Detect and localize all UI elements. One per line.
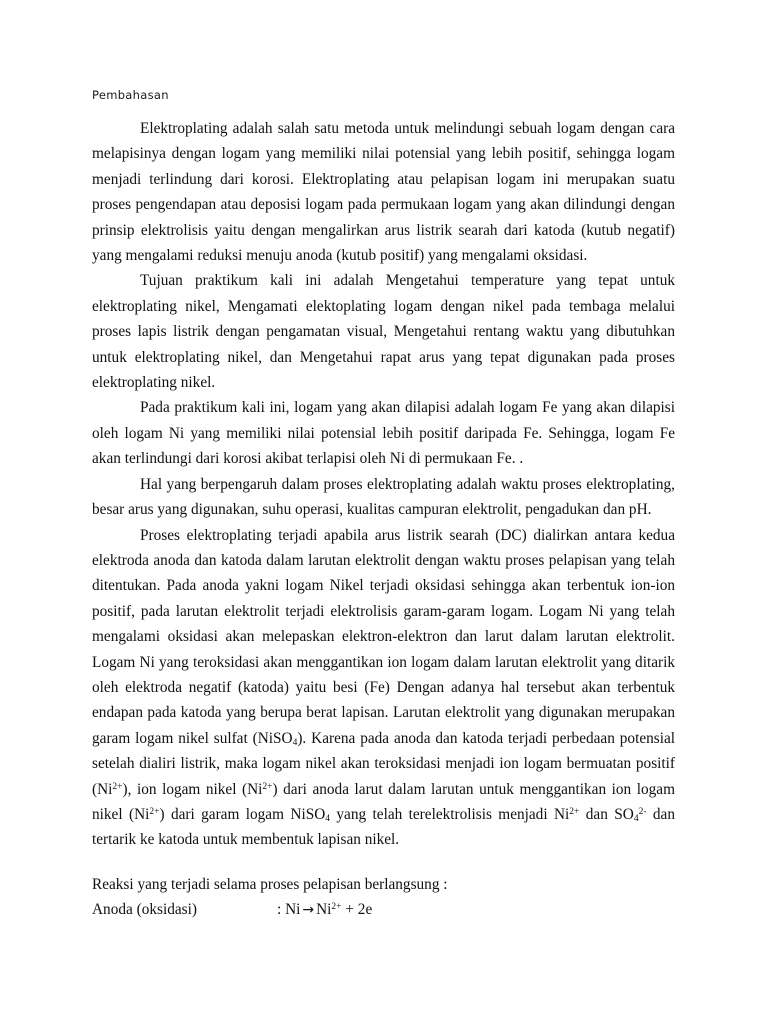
p5-text-8: dan tertarik ke katoda untuk membentuk lapisan nikel. [92,805,675,849]
p5-superscript-5: 2- [638,806,647,817]
section-heading: Pembahasan [92,88,169,102]
paragraph-5 [92,523,675,853]
reaction-rhs-superscript: 2+ [331,902,342,912]
p5-superscript-1: 2+ [112,781,123,792]
p5-superscript-2: 2+ [262,781,273,792]
reaction-arrow-icon: → [302,902,315,918]
paragraph-3: Pada praktikum kali ini, logam yang akan dilapisi adalah logam Fe yang akan dilapisi oleh logam Ni yang memiliki nilai potensial lebih positif daripada Fe. Sehingga, logam Fe akan terlindungi dari korosi akibat terlapisi oleh Ni di permukaan Fe. . [92,399,675,468]
p5-subscript-3: 4 [633,813,639,824]
p5-text-3: ), ion logam nikel (Ni [122,780,263,798]
paragraph-1: Elektroplating adalah salah satu metoda untuk melindungi sebuah logam dengan cara melapisinya dengan logam yang memiliki nilai potensial yang lebih positif, sehingga logam menjadi terlindung dari korosi. Elektroplating atau pelapisan logam ini merupakan suatu proses pengendapan atau deposisi logam pada permukaan logam yang akan dilindungi dengan prinsip elektrolisis yaitu dengan mengalirkan arus listrik searah dari katoda (kutub negatif) yang mengalami reduksi menuju anoda (kutub positif) yang mengalami oksidasi. [92,120,675,265]
reaction-intro: Reaksi yang terjadi selama proses pelapisan berlangsung : [92,876,448,893]
paragraph-2: Tujuan praktikum kali ini adalah Mengetahui temperature yang tepat untuk elektroplating nikel, Mengamati elektoplating logam dengan nikel pada tembaga melalui proses lapis listrik dengan pengamatan visual, Mengetahui rentang waktu yang dibutuhkan untuk elektroplating nikel, dan Mengetahui rapat arus yang tepat digunakan pada proses elektroplating nikel. [92,272,675,392]
anode-reaction [92,897,372,923]
p5-text-2: ). Karena pada anoda dan katoda terjadi perbedaan potensial setelah dialiri listrik, maka logam nikel akan teroksidasi menjadi ion logam bermuatan positif (Ni [92,729,675,798]
p5-text-1: Proses elektroplating terjadi apabila arus listrik searah (DC) dialirkan antara kedua elektroda anoda dan katoda dalam larutan elektrolit dengan waktu proses pelapisan yang telah ditentukan. Pada anoda yakni logam Nikel terjadi oksidasi sehingga akan terbentuk ion-ion positif, pada larutan elektrolit terjadi elektrolisis garam-garam logam. Logam Ni yang telah mengalami oksidasi akan melepaskan elektron-elektron dan larut dalam larutan elektrolit. Logam Ni yang teroksidasi akan menggantikan ion logam dalam larutan elektrolit yang ditarik oleh elektroda negatif (katoda) yaitu besi (Fe) Dengan adanya hal tersebut akan terbentuk endapan pada katoda yang berupa berat lapisan. Larutan elektrolit yang digunakan merupakan garam logam nikel sulfat (NiSO [92,526,675,747]
reaction-rhs: Ni [316,901,332,918]
reaction-lhs: : Ni [277,901,301,918]
paragraph-4: Hal yang berpengaruh dalam proses elektroplating adalah waktu proses elektroplating, besar arus yang digunakan, suhu operasi, kualitas campuran elektrolit, pengadukan dan pH. [92,475,675,519]
reaction-rhs-tail: + 2e [341,901,373,918]
p5-superscript-3: 2+ [149,806,160,817]
p5-text-7: dan SO [579,805,634,823]
p5-text-6: yang telah terelektrolisis menjadi Ni [330,805,570,823]
p5-text-5: ) dari garam logam NiSO [159,805,326,823]
p5-subscript-2: 4 [325,813,330,824]
p5-text-4: ) dari anoda larut dalam larutan untuk menggantikan ion logam nikel (Ni [92,780,675,823]
body-text [92,116,675,853]
p5-superscript-4: 2+ [569,806,580,817]
reaction-label: Anoda (oksidasi) [92,901,197,918]
p5-subscript-1: 4 [292,737,298,748]
